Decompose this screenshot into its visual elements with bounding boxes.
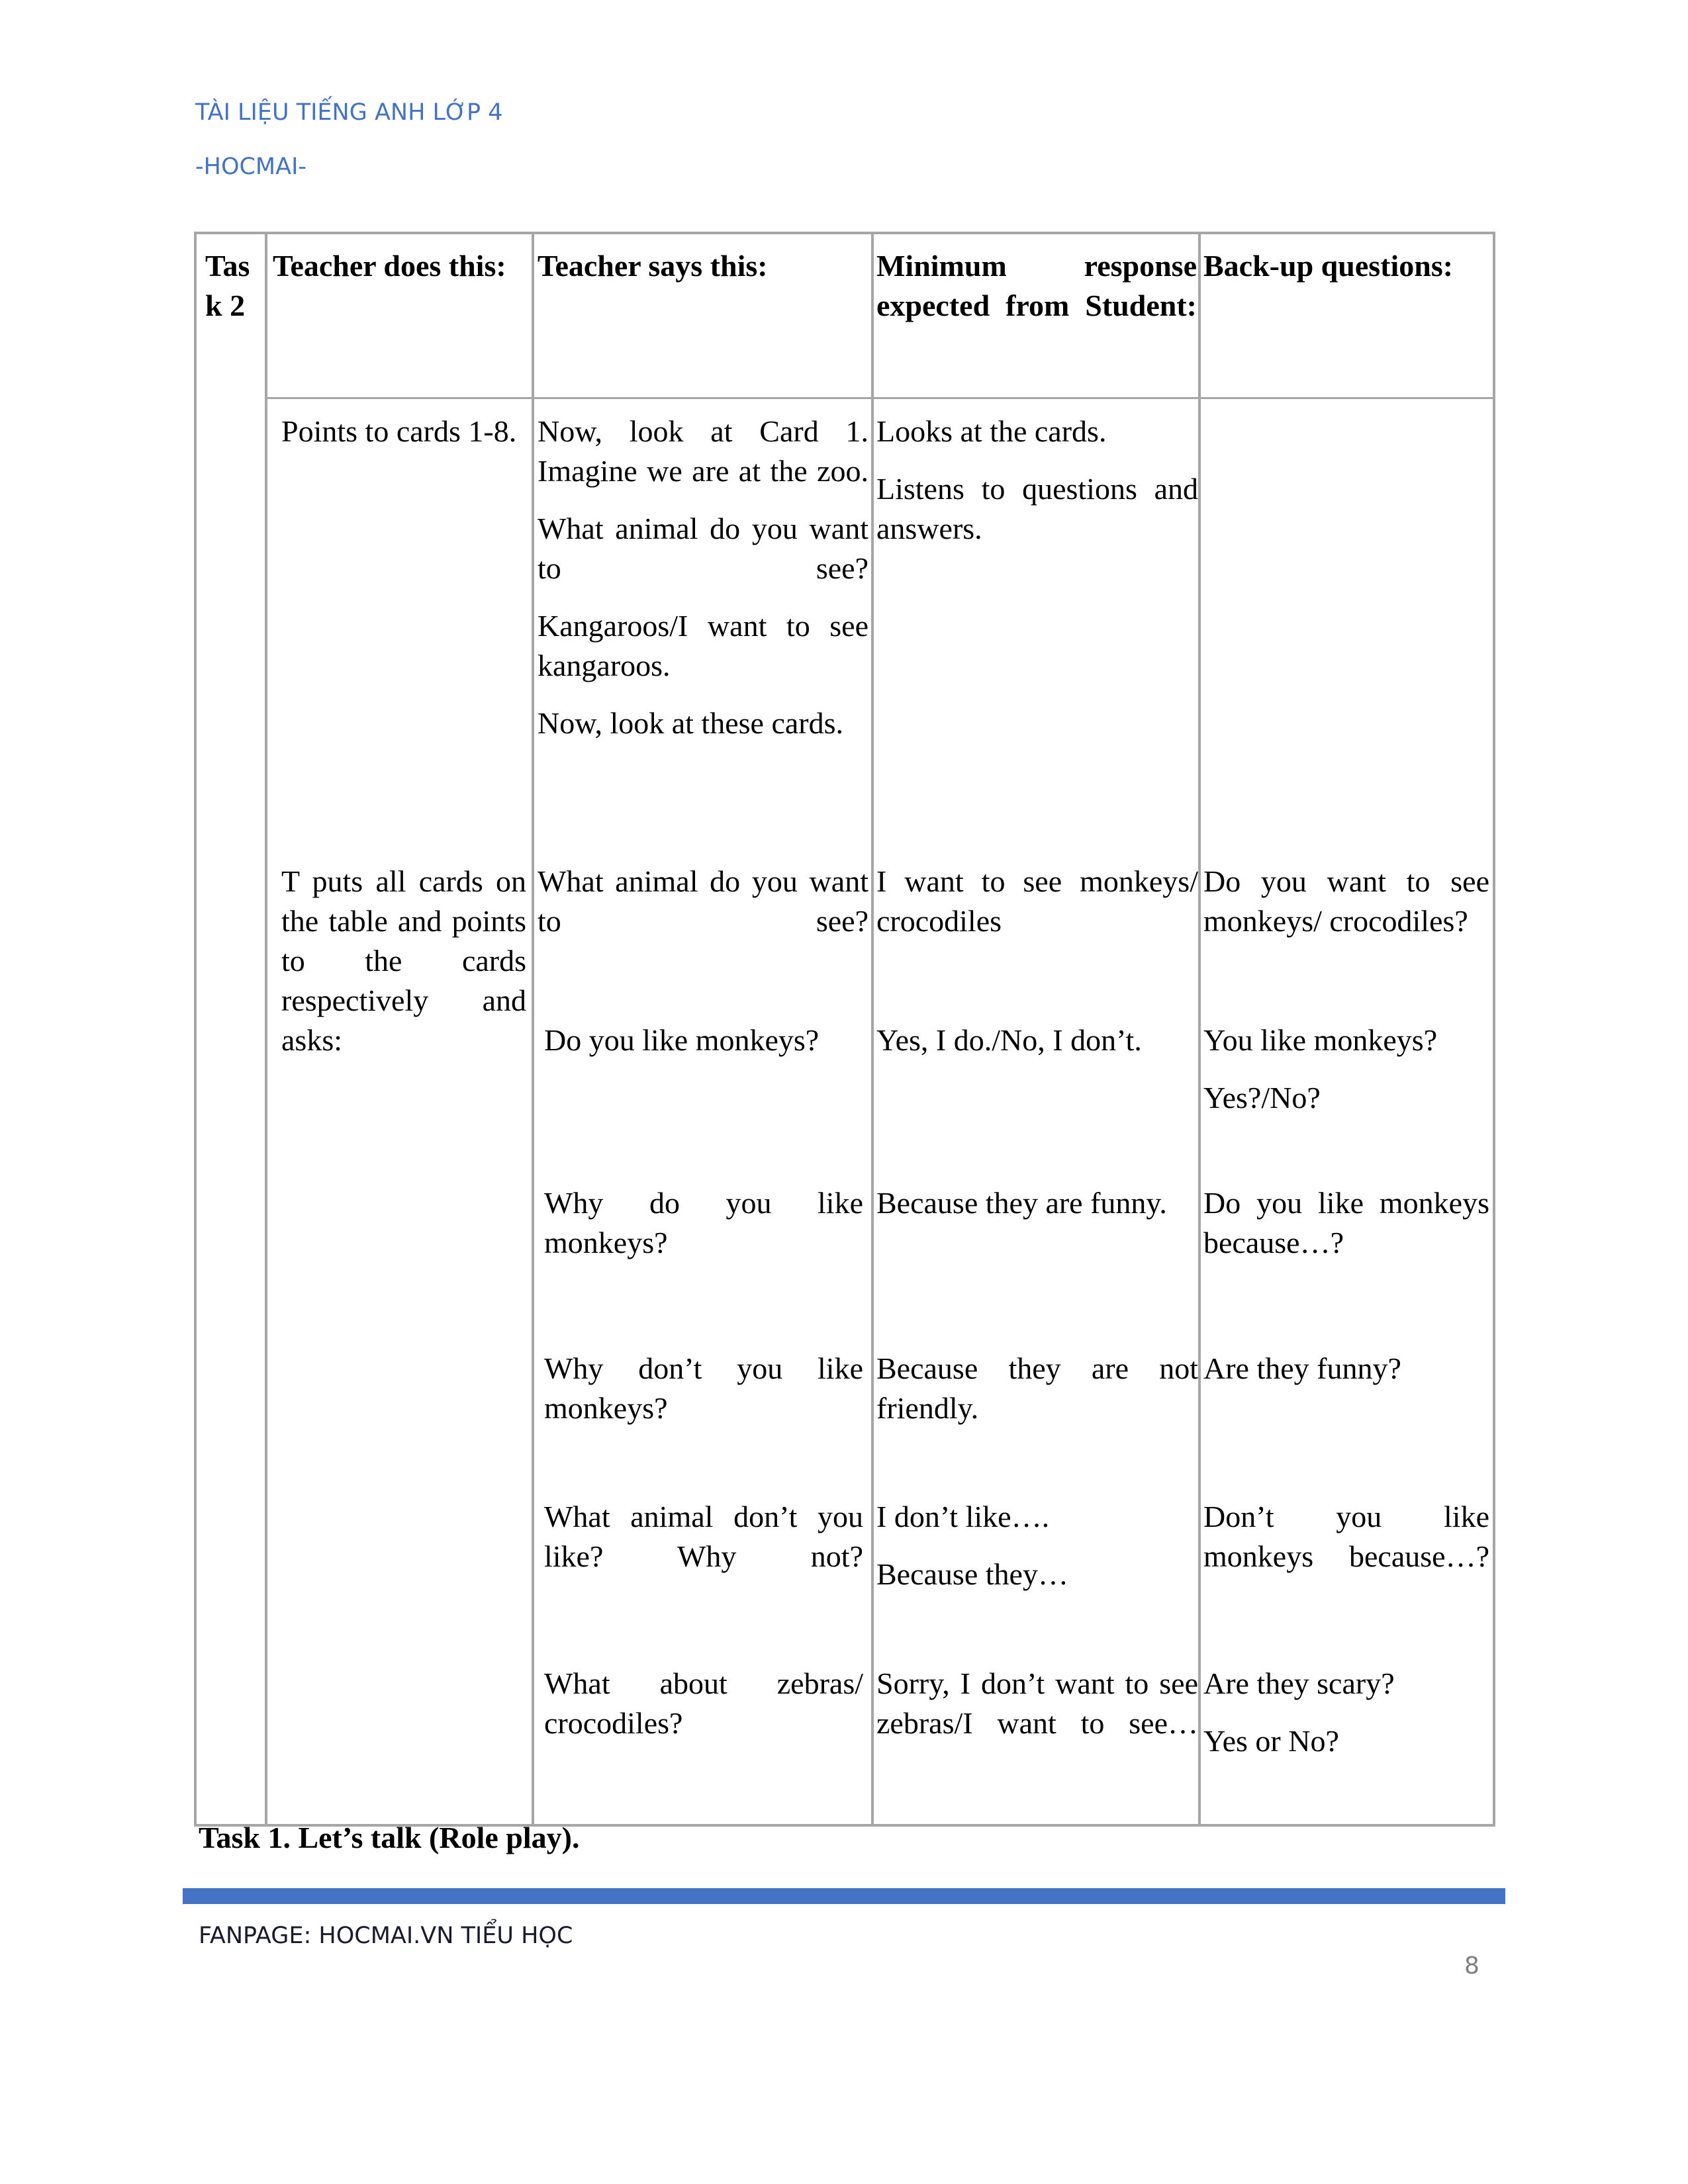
row2-teacher-does: T puts all cards on the table and points to the cards respectively and asks:: [281, 864, 526, 1057]
row4-teacher-says: Why do you like monkeys?: [544, 1186, 863, 1259]
row2-response: I want to see monkeys/ crocodiles: [876, 864, 1198, 938]
table-col-divider-3: [871, 232, 874, 1827]
table-header-divider: [267, 397, 1495, 399]
row6-response: [876, 1497, 1198, 1612]
row6-teacher-says: What animal don’t you like? Why not?: [544, 1500, 863, 1573]
row1-teacher-says: [538, 412, 868, 761]
row6-response-line-1: I don’t like….: [876, 1500, 1050, 1533]
document-header-title: TÀI LIỆU TIẾNG ANH LỚP 4: [195, 99, 503, 126]
row1-says-line-1: Now, look at Card 1. Imagine we are at the zoo.: [538, 414, 868, 488]
document-header-subtitle: -HOCMAI-: [195, 154, 307, 180]
row2-backup: Do you want to see monkeys/ crocodiles?: [1203, 864, 1489, 938]
row1-says-line-3: Kangaroos/I want to see kangaroos.: [538, 609, 868, 682]
row5-backup: Are they funny?: [1203, 1351, 1401, 1385]
table-col-divider-4: [1198, 232, 1201, 1827]
row6-backup: Don’t you like monkeys because…?: [1203, 1500, 1489, 1573]
row5-response: Because they are not friendly.: [876, 1351, 1198, 1425]
table-border-top: [194, 232, 1495, 234]
table-border-right: [1493, 232, 1495, 1827]
row1-says-line-4: Now, look at these cards.: [538, 706, 843, 740]
row3-teacher-says: Do you like monkeys?: [544, 1023, 820, 1057]
row7-backup-line-1: Are they scary?: [1203, 1666, 1395, 1700]
footer-fanpage: FANPAGE: HOCMAI.VN TIỂU HỌC: [199, 1923, 573, 1949]
row4-backup: Do you like monkeys because…?: [1203, 1186, 1489, 1259]
row7-backup: [1203, 1664, 1489, 1779]
row4-response: Because they are funny.: [876, 1186, 1167, 1220]
col-header-backup-questions: Back-up questions:: [1203, 249, 1454, 283]
row6-response-line-2: Because they…: [876, 1557, 1068, 1591]
table-border-left: [194, 232, 197, 1827]
row2-teacher-says: What animal do you want to see?: [538, 864, 868, 938]
table-col-divider-1: [265, 232, 267, 1827]
row7-backup-line-2: Yes or No?: [1203, 1724, 1339, 1758]
page-number: 8: [1464, 1952, 1479, 1979]
row5-teacher-says: Why don’t you like monkeys?: [544, 1351, 863, 1425]
task-label: Task 2: [205, 249, 250, 322]
footer-divider: [183, 1888, 1505, 1904]
row3-backup: [1203, 1021, 1489, 1136]
row1-teacher-does: Points to cards 1-8.: [281, 414, 517, 448]
col-header-teacher-does: Teacher does this:: [273, 249, 506, 283]
col-header-min-response: Minimum response expected from Student:: [876, 249, 1197, 322]
row3-response: Yes, I do./No, I don’t.: [876, 1023, 1142, 1057]
row1-response: [876, 412, 1198, 567]
col-header-teacher-says: Teacher says this:: [538, 249, 768, 283]
row1-response-line-2: Listens to questions and answers.: [876, 472, 1198, 545]
task-1-heading: Task 1. Let’s talk (Role play).: [199, 1821, 580, 1854]
table-col-divider-2: [532, 232, 534, 1827]
row1-response-line-1: Looks at the cards.: [876, 414, 1107, 448]
row3-backup-line-2: Yes?/No?: [1203, 1081, 1321, 1115]
row7-response: Sorry, I don’t want to see zebras/I want to see…: [876, 1666, 1198, 1740]
row7-teacher-says: What about zebras/ crocodiles?: [544, 1666, 863, 1740]
row1-says-line-2: What animal do you want to see?: [538, 512, 868, 585]
row3-backup-line-1: You like monkeys?: [1203, 1023, 1438, 1057]
